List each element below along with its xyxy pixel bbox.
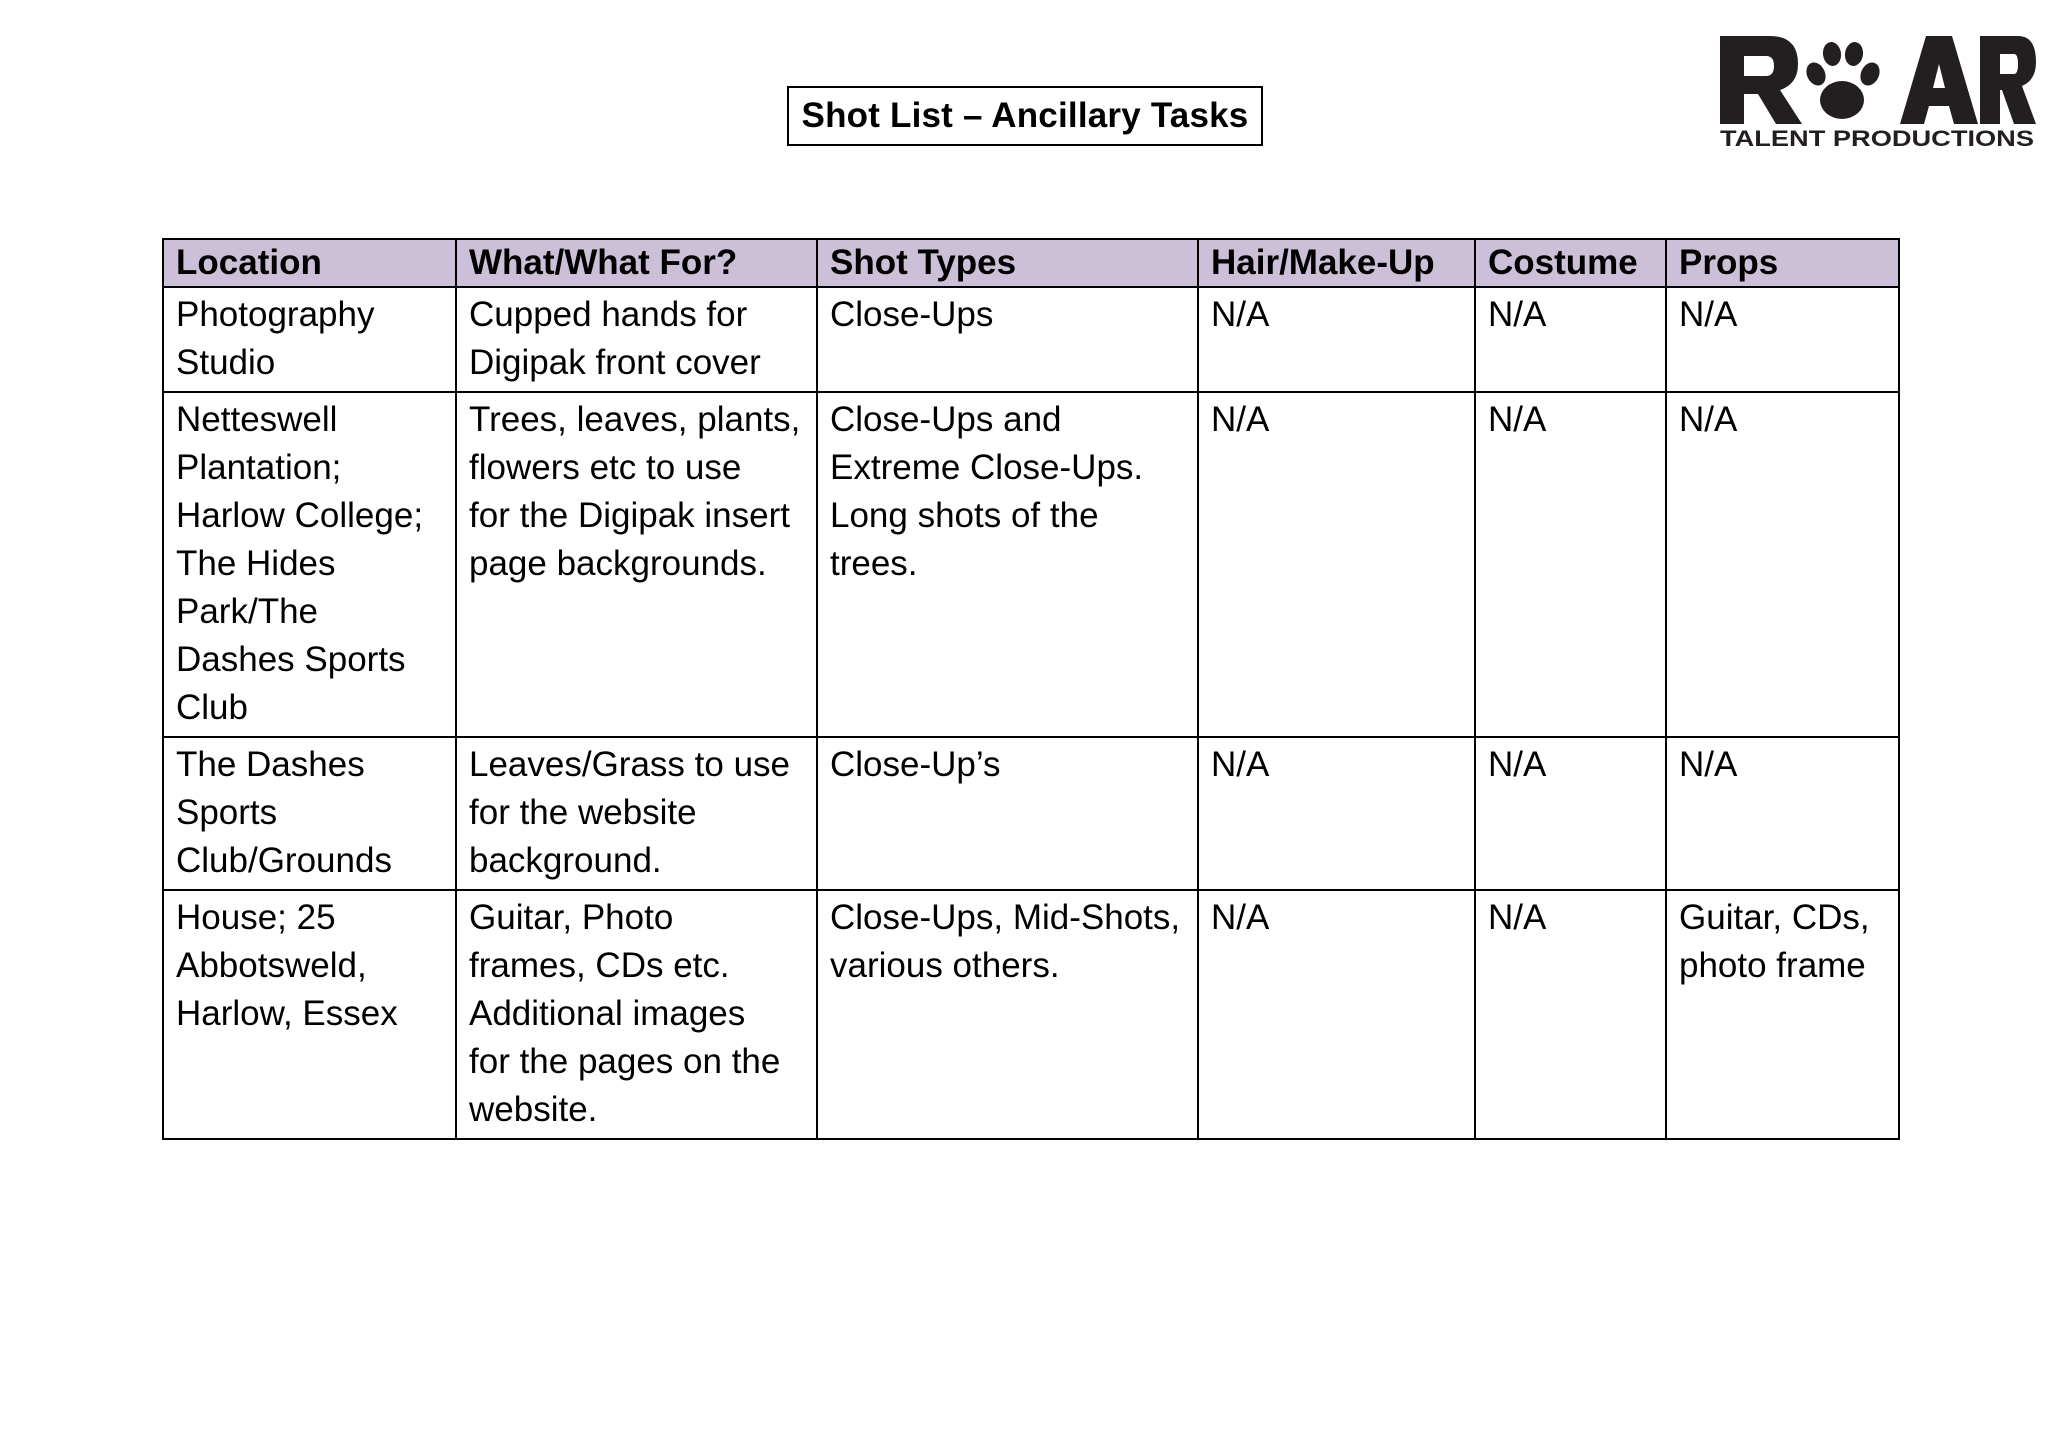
column-header-what-for: What/What For? <box>456 239 817 287</box>
logo-letter-r <box>1720 36 1802 124</box>
cell-costume: N/A <box>1475 737 1666 890</box>
cell-location: Photography Studio <box>163 287 456 392</box>
roar-logo <box>1718 28 2036 153</box>
table-header-row <box>163 239 1899 287</box>
cell-costume: N/A <box>1475 287 1666 392</box>
column-header-shot-types: Shot Types <box>817 239 1198 287</box>
cell-shot-types: Close-Ups and Extreme Close-Ups. Long shots of the trees. <box>817 392 1198 737</box>
cell-what-for: Leaves/Grass to use for the website background. <box>456 737 817 890</box>
page-title-text: Shot List – Ancillary Tasks <box>801 96 1249 135</box>
table-row <box>163 392 1899 737</box>
cell-props: N/A <box>1666 737 1899 890</box>
cell-props: Guitar, CDs, photo frame <box>1666 890 1899 1139</box>
cell-costume: N/A <box>1475 392 1666 737</box>
column-header-hair-makeup: Hair/Make-Up <box>1198 239 1475 287</box>
cell-what-for: Cupped hands for Digipak front cover <box>456 287 817 392</box>
cell-hair-makeup: N/A <box>1198 737 1475 890</box>
cell-props: N/A <box>1666 287 1899 392</box>
cell-hair-makeup: N/A <box>1198 392 1475 737</box>
table-row <box>163 287 1899 392</box>
page-title <box>787 86 1263 146</box>
cell-location: Netteswell Plantation; Harlow College; The Hides Park/The Dashes Sports Club <box>163 392 456 737</box>
logo-subtitle: TALENT PRODUCTIONS <box>1720 126 2034 151</box>
cell-what-for: Guitar, Photo frames, CDs etc. Additional images for the pages on the website. <box>456 890 817 1139</box>
table-row <box>163 737 1899 890</box>
shot-list-table <box>162 238 1900 1140</box>
cell-location: The Dashes Sports Club/Grounds <box>163 737 456 890</box>
column-header-costume: Costume <box>1475 239 1666 287</box>
logo-letter-r2 <box>1980 36 2036 124</box>
cell-hair-makeup: N/A <box>1198 890 1475 1139</box>
table-row <box>163 890 1899 1139</box>
cell-costume: N/A <box>1475 890 1666 1139</box>
cell-what-for: Trees, leaves, plants, flowers etc to use for the Digipak insert page backgrounds. <box>456 392 817 737</box>
paw-print-icon <box>1803 41 1883 119</box>
cell-props: N/A <box>1666 392 1899 737</box>
cell-location: House; 25 Abbotsweld, Harlow, Essex <box>163 890 456 1139</box>
cell-shot-types: Close-Ups, Mid-Shots, various others. <box>817 890 1198 1139</box>
cell-hair-makeup: N/A <box>1198 287 1475 392</box>
logo-letter-a <box>1900 36 1978 124</box>
cell-shot-types: Close-Up’s <box>817 737 1198 890</box>
column-header-props: Props <box>1666 239 1899 287</box>
column-header-location: Location <box>163 239 456 287</box>
cell-shot-types: Close-Ups <box>817 287 1198 392</box>
